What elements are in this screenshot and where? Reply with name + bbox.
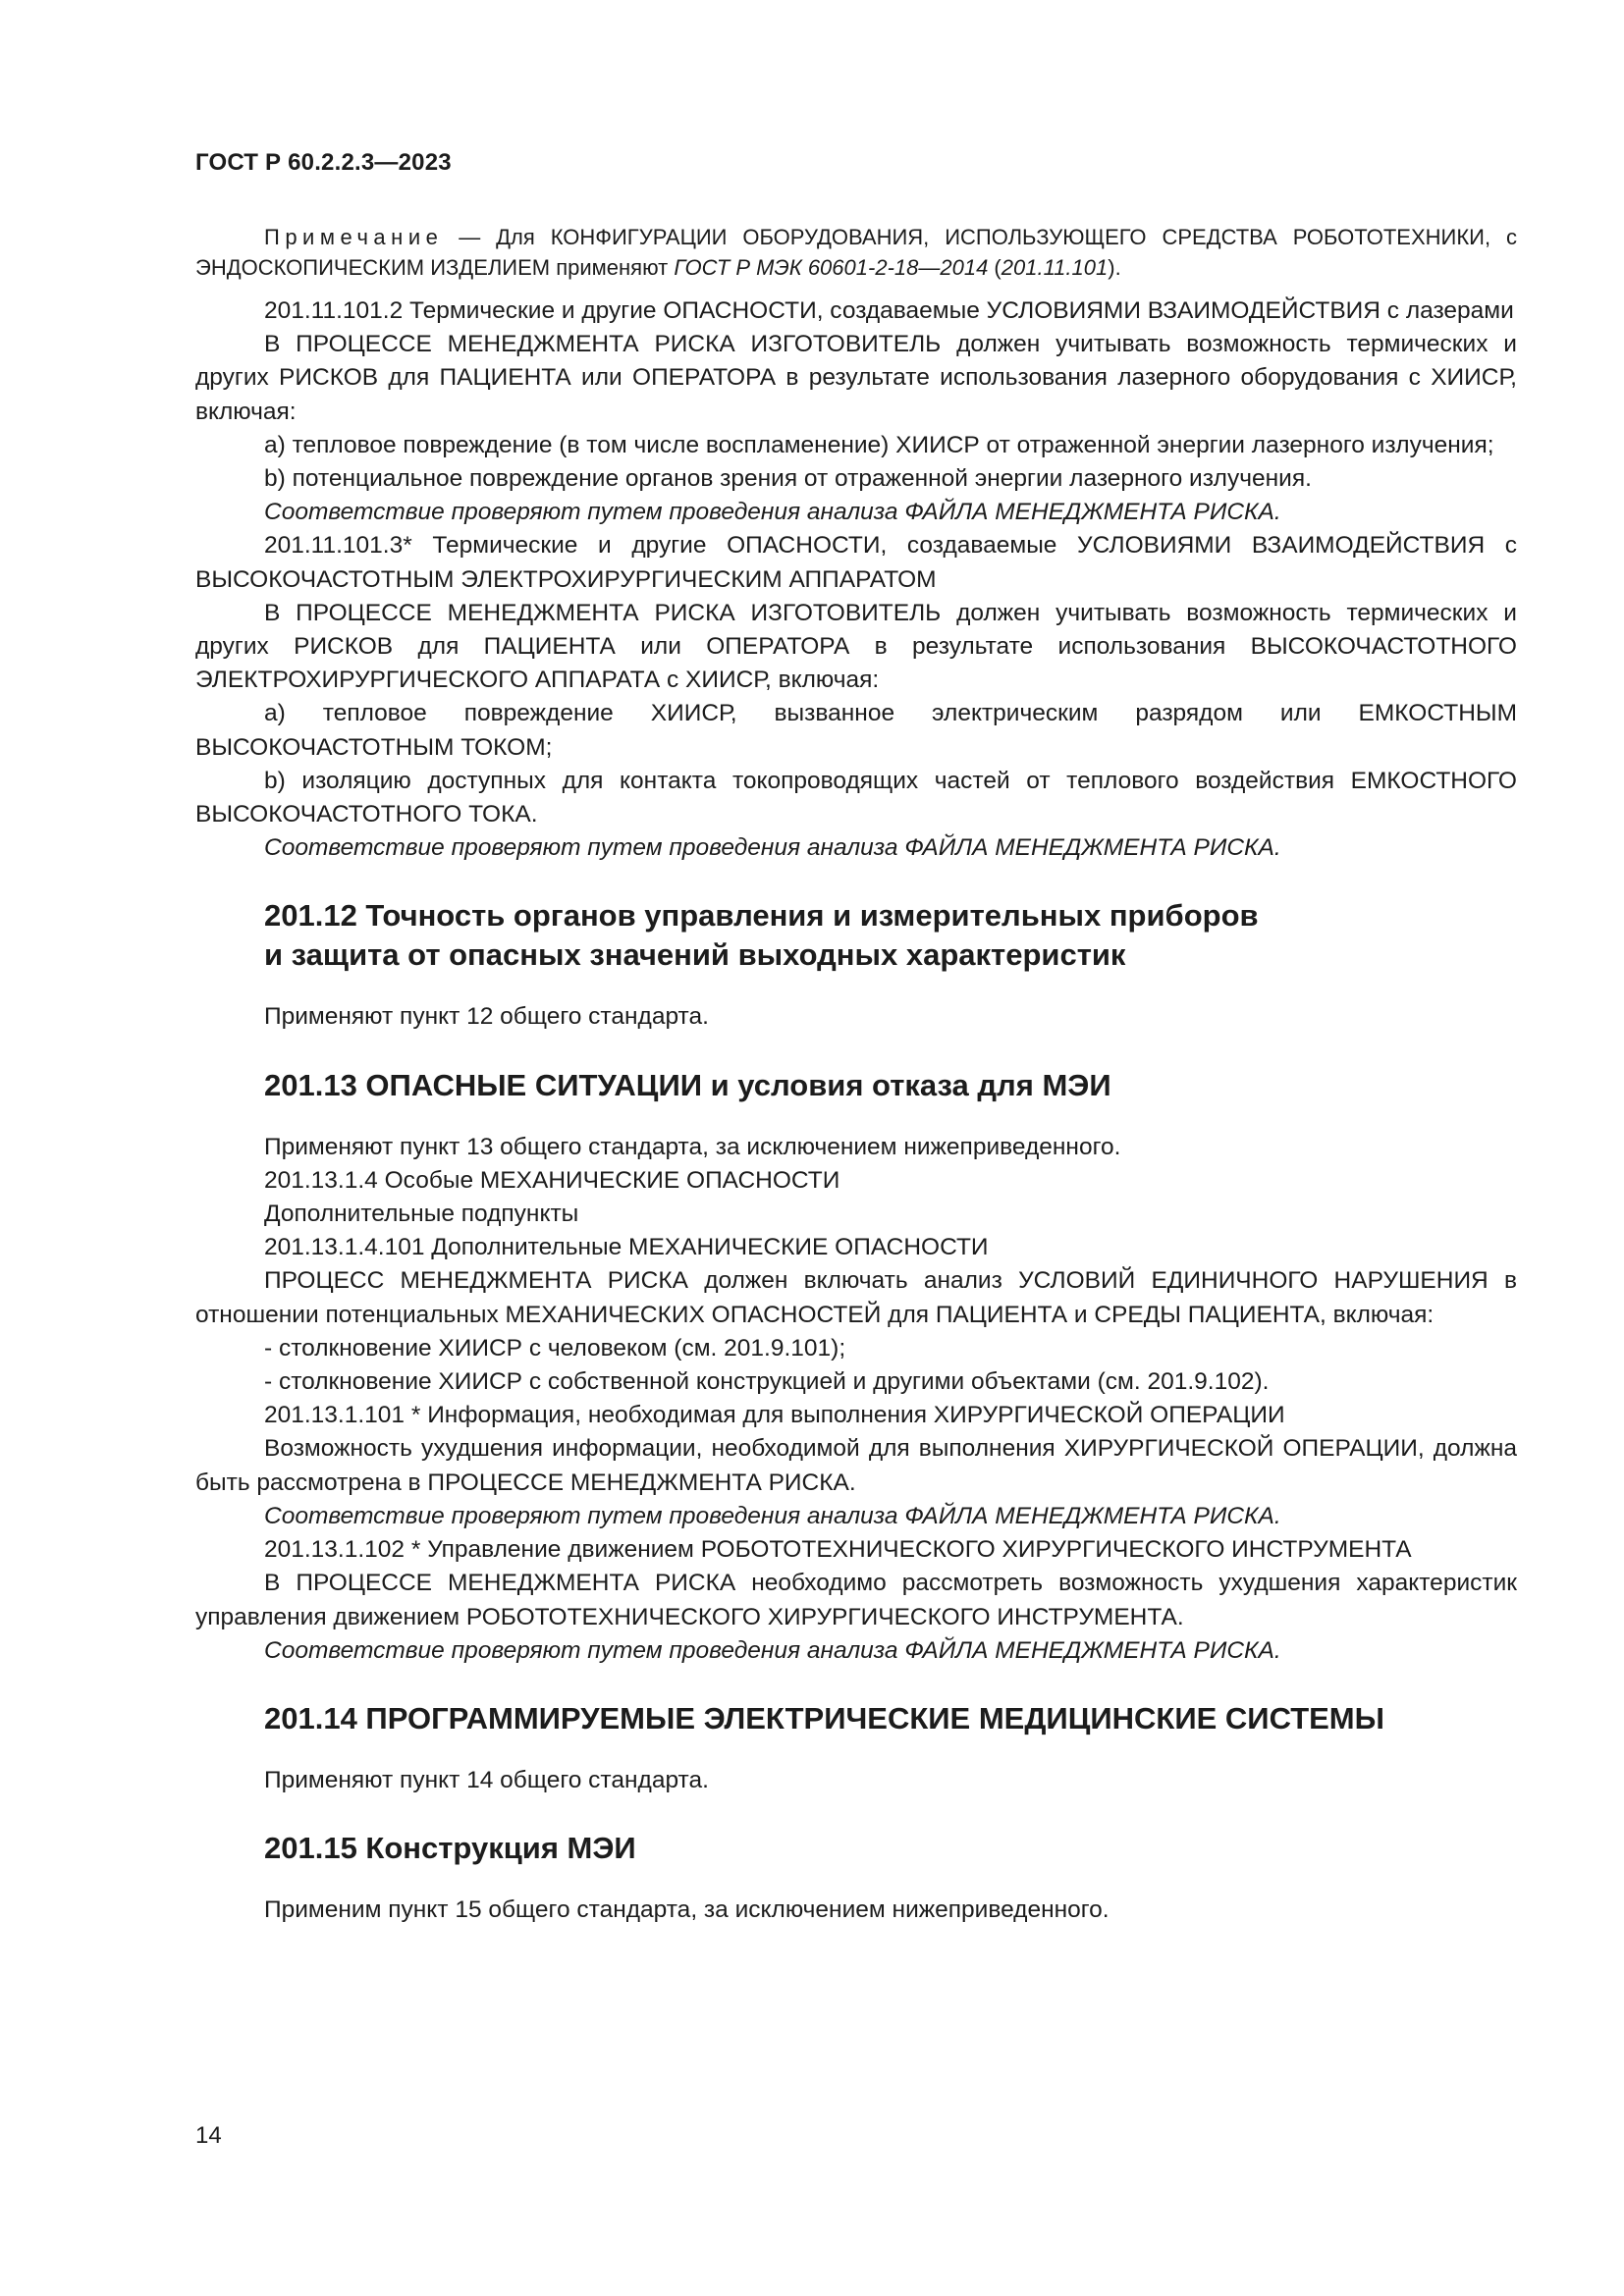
compliance-statement bbox=[195, 831, 1517, 865]
subclause-label: Дополнительные подпункты bbox=[264, 1201, 579, 1228]
compliance-statement bbox=[195, 1634, 1517, 1668]
compliance-text: Соответствие проверяют путем проведения анализа ФАЙЛА МЕНЕДЖМЕНТА РИСКА. bbox=[264, 834, 1281, 862]
spacer bbox=[195, 865, 1517, 896]
spacer bbox=[195, 975, 1517, 1000]
section-text: Применим пункт 15 общего стандарта, за исключением нижеприведенного. bbox=[264, 1896, 1110, 1924]
note-text-part1: — Для КОНФИГУРАЦИИ ОБОРУДОВАНИЯ, ИСПОЛЬЗУЮЩЕГО СРЕДСТВА РОБОТОТЕХНИКИ, с ЭНДОСКОПИЧЕСКИМ ИЗДЕЛИЕМ применяют bbox=[195, 225, 1517, 280]
list-item-a: a) тепловое повреждение (в том числе воспламенение) ХИИСР от отраженной энергии лазерного излучения; bbox=[264, 431, 1494, 458]
clause-text: Возможность ухудшения информации, необходимой для выполнения ХИРУРГИЧЕСКОЙ ОПЕРАЦИИ, должна быть рассмотрена в ПРОЦЕССЕ МЕНЕДЖМЕНТА РИСКА. bbox=[195, 1435, 1517, 1496]
section-heading-201-13: 201.13 ОПАСНЫЕ СИТУАЦИИ и условия отказа для МЭИ bbox=[264, 1067, 1111, 1102]
clause-title: 201.13.1.4 Особые МЕХАНИЧЕСКИЕ ОПАСНОСТИ bbox=[264, 1166, 840, 1194]
section-heading-201-15: 201.15 Конструкция МЭИ bbox=[264, 1831, 636, 1866]
dash-list-item: - столкновение ХИИСР с собственной конструкцией и другими объектами (см. 201.9.102). bbox=[264, 1368, 1270, 1396]
spacer bbox=[195, 1668, 1517, 1699]
running-header-standard: ГОСТ Р 60.2.2.3—2023 bbox=[195, 149, 452, 176]
note-paragraph bbox=[195, 222, 1517, 283]
spacer bbox=[195, 1797, 1517, 1829]
clause-title: 201.11.101.2 Термические и другие ОПАСНОСТИ, создаваемые УСЛОВИЯМИ ВЗАИМОДЕЙСТВИЯ с лазерами bbox=[264, 297, 1514, 324]
section-text: Применяют пункт 14 общего стандарта. bbox=[264, 1766, 709, 1793]
section-heading-line: 201.12 Точность органов управления и измерительных приборов bbox=[264, 898, 1259, 934]
dash-list-item: - столкновение ХИИСР с человеком (см. 201.9.101); bbox=[264, 1334, 846, 1362]
list-item-a: a) тепловое повреждение ХИИСР, вызванное электрическим разрядом или ЕМКОСТНЫМ ВЫСОКОЧАСТОТНЫМ ТОКОМ; bbox=[195, 700, 1517, 761]
section-text: Применяют пункт 12 общего стандарта. bbox=[264, 1003, 709, 1031]
note-text-end: ). bbox=[1108, 255, 1121, 280]
section-heading-201-12 bbox=[195, 896, 1517, 975]
clause-intro: В ПРОЦЕССЕ МЕНЕДЖМЕНТА РИСКА ИЗГОТОВИТЕЛЬ должен учитывать возможность термических и других РИСКОВ для ПАЦИЕНТА или ОПЕРАТОРА в результате использования ВЫСОКОЧАСТОТНОГО ЭЛЕКТРОХИРУРГИЧЕСКОГО АППАРАТА с ХИИСР, включая: bbox=[195, 599, 1517, 694]
section-heading-201-14: 201.14 ПРОГРАММИРУЕМЫЕ ЭЛЕКТРИЧЕСКИЕ МЕДИЦИНСКИЕ СИСТЕМЫ bbox=[264, 1700, 1384, 1735]
compliance-text: Соответствие проверяют путем проведения анализа ФАЙЛА МЕНЕДЖМЕНТА РИСКА. bbox=[264, 1502, 1281, 1529]
spacer bbox=[195, 1868, 1517, 1894]
section-heading-line: и защита от опасных значений выходных характеристик bbox=[264, 937, 1126, 973]
compliance-text: Соответствие проверяют путем проведения анализа ФАЙЛА МЕНЕДЖМЕНТА РИСКА. bbox=[264, 499, 1281, 526]
spacer bbox=[195, 1105, 1517, 1131]
note-reference-clause: 201.11.101 bbox=[1001, 255, 1109, 280]
section-text: Применяют пункт 13 общего стандарта, за исключением нижеприведенного. bbox=[264, 1133, 1121, 1160]
note-reference: ГОСТ Р МЭК 60601-2-18—2014 bbox=[674, 255, 989, 280]
clause-text: В ПРОЦЕССЕ МЕНЕДЖМЕНТА РИСКА необходимо рассмотреть возможность ухудшения характеристик управления движением РОБОТОТЕХНИЧЕСКОГО ХИРУРГИЧЕСКОГО ИНСТРУМЕНТА. bbox=[195, 1570, 1517, 1630]
compliance-statement bbox=[195, 496, 1517, 529]
note-label: Примечание bbox=[264, 225, 444, 249]
compliance-text: Соответствие проверяют путем проведения анализа ФАЙЛА МЕНЕДЖМЕНТА РИСКА. bbox=[264, 1636, 1281, 1664]
clause-title: 201.11.101.3* Термические и другие ОПАСНОСТИ, создаваемые УСЛОВИЯМИ ВЗАИМОДЕЙСТВИЯ с ВЫСОКОЧАСТОТНЫМ ЭЛЕКТРОХИРУРГИЧЕСКИМ АППАРАТОМ bbox=[195, 532, 1517, 593]
list-item-b: b) изоляцию доступных для контакта токопроводящих частей от теплового воздействия ЕМКОСТНОГО ВЫСОКОЧАСТОТНОГО ТОКА. bbox=[195, 767, 1517, 828]
clause-title: 201.13.1.4.101 Дополнительные МЕХАНИЧЕСКИЕ ОПАСНОСТИ bbox=[264, 1234, 989, 1261]
spacer bbox=[195, 283, 1517, 294]
clause-intro: В ПРОЦЕССЕ МЕНЕДЖМЕНТА РИСКА ИЗГОТОВИТЕЛЬ должен учитывать возможность термических и других РИСКОВ для ПАЦИЕНТА или ОПЕРАТОРА в результате использования лазерного оборудования с ХИИСР, включая: bbox=[195, 331, 1517, 425]
clause-title: 201.13.1.101 * Информация, необходимая для выполнения ХИРУРГИЧЕСКОЙ ОПЕРАЦИИ bbox=[264, 1402, 1285, 1429]
clause-text: ПРОЦЕСС МЕНЕДЖМЕНТА РИСКА должен включать анализ УСЛОВИЙ ЕДИНИЧНОГО НАРУШЕНИЯ в отношении потенциальных МЕХАНИЧЕСКИХ ОПАСНОСТЕЙ для ПАЦИЕНТА и СРЕДЫ ПАЦИЕНТА, включая: bbox=[195, 1267, 1517, 1328]
note-text-part2: ( bbox=[988, 255, 1001, 280]
document-body bbox=[195, 222, 1517, 1927]
spacer bbox=[195, 1738, 1517, 1764]
compliance-statement bbox=[195, 1500, 1517, 1533]
list-item-b: b) потенциальное повреждение органов зрения от отраженной энергии лазерного излучения. bbox=[264, 465, 1312, 493]
spacer bbox=[195, 1035, 1517, 1066]
page-number: 14 bbox=[195, 2122, 222, 2149]
clause-title: 201.13.1.102 * Управление движением РОБОТОТЕХНИЧЕСКОГО ХИРУРГИЧЕСКОГО ИНСТРУМЕНТА bbox=[264, 1536, 1412, 1564]
